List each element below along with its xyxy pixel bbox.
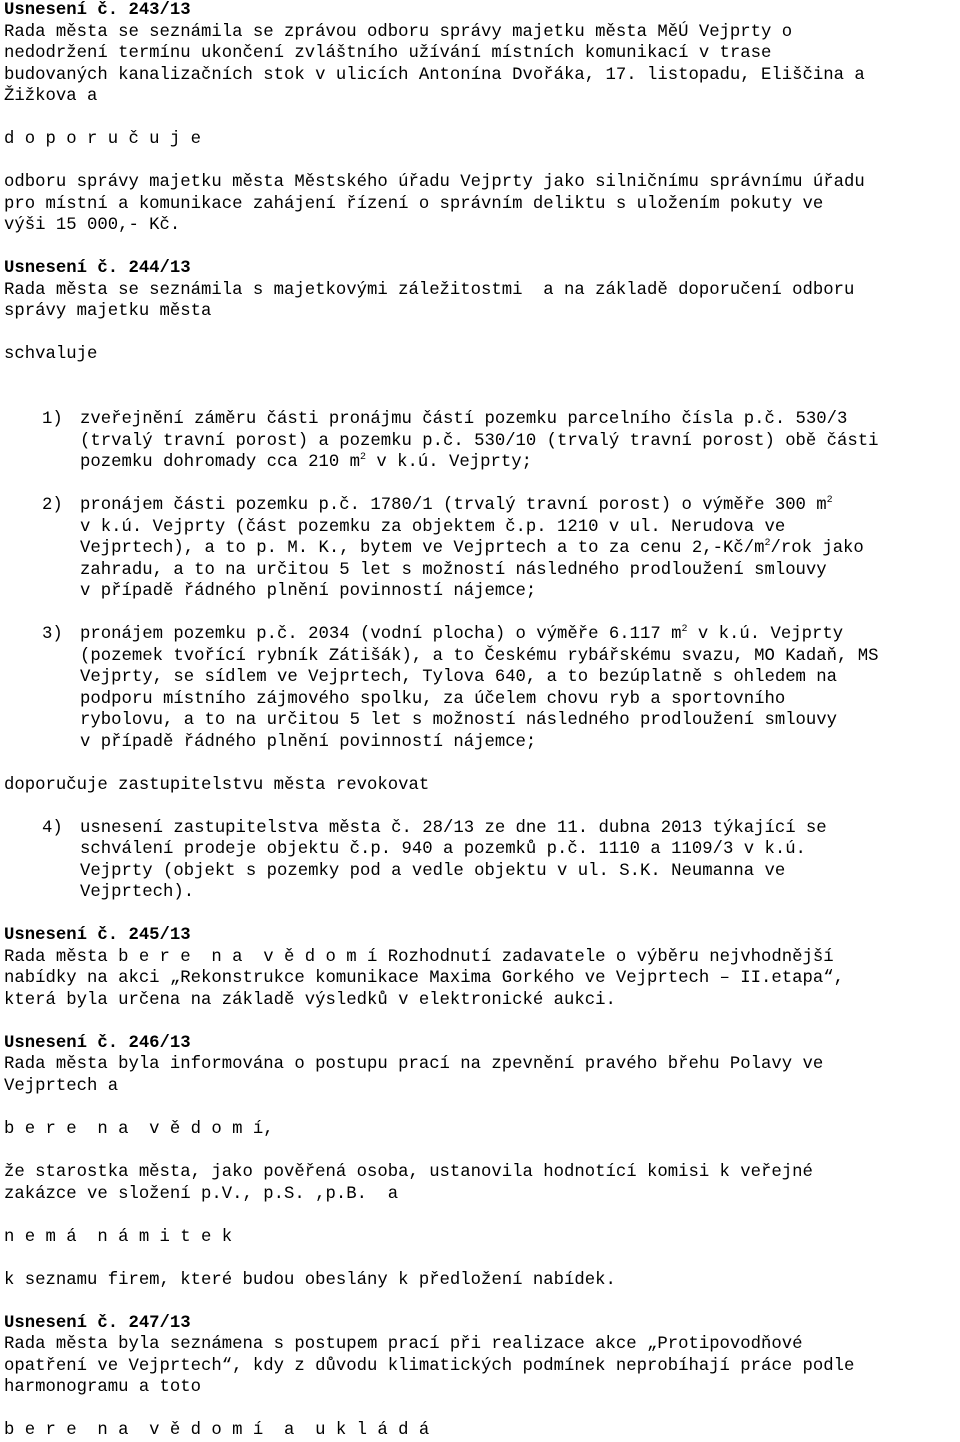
item-line: zveřejnění záměru části pronájmu částí pozemku parcelního čísla p.č. 530/3 (80, 410, 848, 429)
resolution-heading: Usnesení č. 243/13 (4, 1, 191, 20)
paragraph-line: nedodržení termínu ukončení zvláštního užívání místních komunikací v trase (4, 44, 772, 63)
item-line: zahradu, a to na určitou 5 let s možností následného prodloužení smlouvy (80, 561, 827, 580)
item-number: 2) (42, 496, 63, 515)
item-line: usnesení zastupitelstva města č. 28/13 ze dne 11. dubna 2013 týkající se (80, 819, 827, 838)
item-line: rybolovu, a to na určitou 5 let s možností následného prodloužení smlouvy (80, 711, 838, 730)
item-line: Vejprtech), a to p. M. K., bytem ve Vejprtech a to za cenu $2,-Kč/m^2$/rok jako (80, 538, 864, 558)
paragraph-line: pro místní a komunikace zahájení řízení o správním deliktu s uložením pokuty ve (4, 195, 824, 214)
resolution-heading: Usnesení č. 244/13 (4, 259, 191, 278)
paragraph-line: zakázce ve složení p.V., p.S. ,p.B. a (4, 1185, 399, 1204)
verb-line: d o p o r u č u j e (4, 130, 202, 149)
paragraph-line: opatření ve Vejprtech“, kdy z důvodu klimatických podmínek neprobíhají práce podle (4, 1357, 855, 1376)
paragraph-line: budovaných kanalizačních stok v ulicích Antonína Dvořáka, 17. listopadu, Eliščina a (4, 66, 865, 85)
item-number: 1) (42, 410, 63, 429)
verb-line: b e r e n a v ě d o m í, (4, 1120, 274, 1139)
item-line: Vejprty, se sídlem ve Vejprtech, Tylova 640, a to bezúplatně s ohledem na (80, 668, 838, 687)
item-line: podporu místního zájmového spolku, za účelem chovu ryb a sportovního (80, 690, 786, 709)
item-line: v k.ú. Vejprty (část pozemku za objektem č.p. 1210 v ul. Nerudova ve (80, 518, 786, 537)
paragraph-line: Vejprtech a (4, 1077, 119, 1096)
item-line: v případě řádného plnění povinností nájemce; (80, 733, 537, 752)
item-line: pronájem části pozemku p.č. 1780/1 (trvalý travní porost) o výměře 300 $m^2$ (80, 495, 833, 515)
paragraph-line: nabídky na akci „Rekonstrukce komunikace Maxima Gorkého ve Vejprtech – II.etapa“, (4, 969, 845, 988)
paragraph-line: správy majetku města (4, 302, 212, 321)
item-line: (pozemek tvořící rybník Zátišák), a to Českému rybářskému svazu, MO Kadaň, MS (80, 647, 879, 666)
paragraph-line: Rada města byla informována o postupu prací na zpevnění pravého břehu Polavy ve (4, 1055, 824, 1074)
item-line: Vejprtech). (80, 883, 195, 902)
verb-line: b e r e n a v ě d o m í a u k l á d á (4, 1421, 430, 1440)
paragraph-line: výši 15 000,- Kč. (4, 216, 181, 235)
paragraph-line: Rada města se seznámila se zprávou odboru správy majetku města MěÚ Vejprty o (4, 23, 793, 42)
item-number: 4) (42, 819, 63, 838)
item-line: v případě řádného plnění povinností nájemce; (80, 582, 537, 601)
item-line: pronájem pozemku p.č. 2034 (vodní plocha) o výměře 6.117 $m^2$ v k.ú. Vejprty (80, 624, 844, 644)
paragraph-line: Rada města byla seznámena s postupem prací při realizace akce „Protipovodňové (4, 1335, 803, 1354)
paragraph-line: k seznamu firem, které budou obeslány k předložení nabídek. (4, 1271, 616, 1290)
item-line: pozemku dohromady cca 210 $m^2$ v k.ú. Vejprty; (80, 452, 532, 472)
resolution-heading: Usnesení č. 246/13 (4, 1034, 191, 1053)
paragraph-line: harmonogramu a toto (4, 1378, 202, 1397)
item-line: schválení prodeje objektu č.p. 940 a pozemků p.č. 1110 a 1109/3 v k.ú. (80, 840, 806, 859)
paragraph-line: Rada města se seznámila s majetkovými záležitostmi a na základě doporučení odboru (4, 281, 855, 300)
resolution-heading: Usnesení č. 245/13 (4, 926, 191, 945)
resolution-heading: Usnesení č. 247/13 (4, 1314, 191, 1333)
item-line: (trvalý travní porost) a pozemku p.č. 530/10 (trvalý travní porost) obě části (80, 432, 879, 451)
verb-line: doporučuje zastupitelstvu města revokovat (4, 776, 430, 795)
paragraph-line: odboru správy majetku města Městského úřadu Vejprty jako silničnímu správnímu úřadu (4, 173, 865, 192)
verb-line: n e m á n á m i t e k (4, 1228, 233, 1247)
item-number: 3) (42, 625, 63, 644)
verb-line: schvaluje (4, 345, 98, 364)
paragraph-line: Žižkova a (4, 87, 98, 106)
paragraph-line: že starostka města, jako pověřená osoba, ustanovila hodnotící komisi k veřejné (4, 1163, 813, 1182)
item-line: Vejprty (objekt s pozemky pod a vedle objektu v ul. S.K. Neumanna ve (80, 862, 786, 881)
paragraph-line: Rada města b e r e n a v ě d o m í Rozhodnutí zadavatele o výběru nejvhodnější (4, 948, 834, 967)
paragraph-line: která byla určena na základě výsledků v elektronické aukci. (4, 991, 616, 1010)
